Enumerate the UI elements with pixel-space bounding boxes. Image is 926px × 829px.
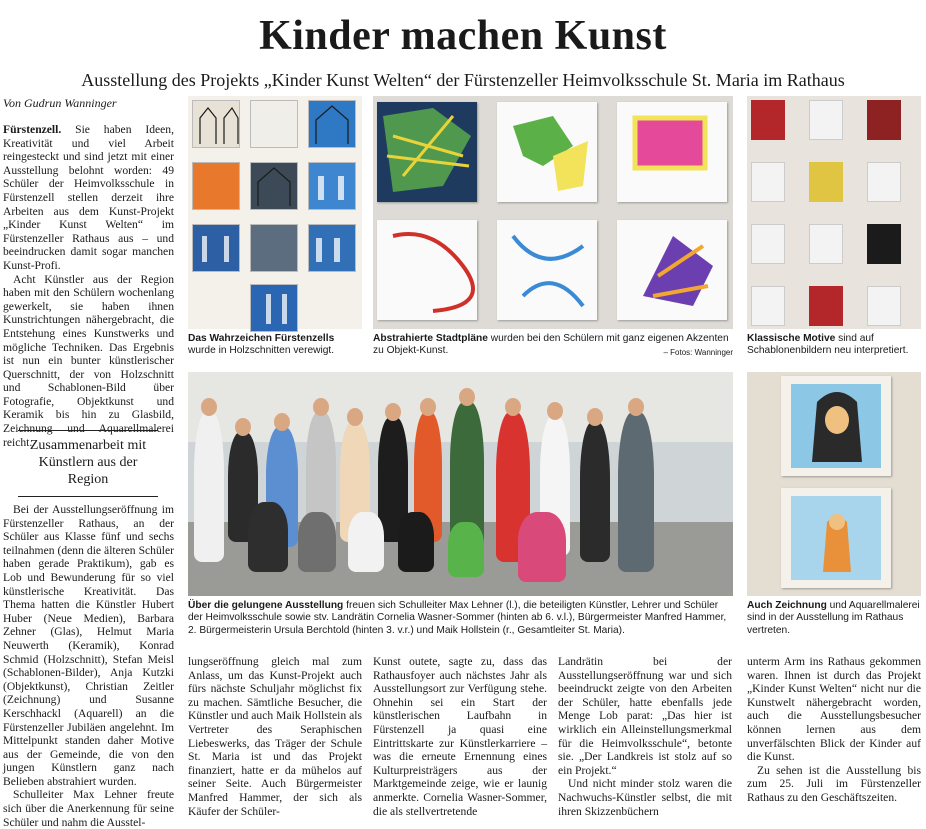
caption-lead: Das Wahrzeichen Fürstenzells: [188, 333, 335, 344]
paragraph: lungseröffnung gleich mal zum Anlass, um das Kunst-Projekt auch fürs nächste Schuljahr möglichst fix zu machen. Sämtliche Besucher, die Künstler und auch Maik Hollstein als Vertreter des Seraphischen Liebeswerks, das Träger der Schule St. Maria ist und das Projekt finanziert, hatte er da mühelos auf seiner Seite. Auch Bürgermeister Manfred Hammer, der sich als Käufer der Schüler-: [188, 655, 362, 818]
caption-lead: Über die gelungene Ausstellung: [188, 600, 344, 611]
article-column-2: [188, 655, 362, 826]
article-column-3: [373, 655, 547, 826]
article-subheadline: Ausstellung des Projekts „Kinder Kunst Welten“ der Fürstenzeller Heimvolksschule St. Maria im Rathaus: [81, 70, 845, 90]
photo-credit: – Fotos: Wanninger: [663, 348, 733, 358]
caption-text: sind auf Schablonenbildern neu interpretiert.: [747, 333, 909, 357]
paragraph: Acht Künstler aus der Region haben mit den Schülern wochenlang gewerkelt, sie haben ihnen Kunstrichtungen nähergebracht, die Entstehung eines Kunstwerks und mögliche Techniken. Das Ergebnis ist nun ein bunter künstlerischer Querschnitt, der von Holzschnitt und Schablonen-Bild über Fotografie, Objektkunst und Keramik bis hin zu Glasbild, Zeichnung und Aquarellmalerei reicht.: [3, 272, 174, 449]
article-byline: Von Gudrun Wanninger: [3, 96, 117, 110]
paragraph: Landrätin bei der Ausstellungseröffnung war und sich beeindruckt zeigte von den Arbeiten der Schüler, hatte ebenfalls jede Menge Lob parat: „Das hier ist wirklich ein Alleinstellungsmerkmal für die Heimvolksschule“, betonte sie. „Der Landkreis ist stolz auf so ein Projekt.“: [558, 655, 732, 777]
abstract-map-photo: [373, 96, 733, 329]
stencil-photo: [747, 96, 921, 329]
paragraph: Und nicht minder stolz waren die Nachwuchs-Künstler selbst, die mit ihren Skizzenbüchern: [558, 777, 732, 818]
caption-group: [188, 600, 733, 637]
article-column-5: [747, 655, 921, 826]
paragraph: unterm Arm ins Rathaus gekommen waren. Ihnen ist durch das Projekt „Kinder Kunst Welten“ nicht nur die Kunstwelt nähergebracht worden, auch die Ausstellungsbesucher können lernen aus dem unverfälschten Blick der Kinder auf die Kunst.: [747, 655, 921, 764]
paragraph: Kunst outete, sagte zu, dass das Rathausfoyer auch nächstes Jahr als Ausstellungsort zur Verfügung stehe. Ohnehin sei ein Start der künstlerischen Laufbahn in Fürstenzell ja quasi eine Eintrittskarte zur Künstlerkarriere – was die erneute Ernennung eines Kulturpreisträgers aus der Marktgemeinde zeige, wie er launig anmerkte. Cornelia Wasner-Sommer, die als stellvertretende: [373, 655, 547, 818]
caption-text: wurde in Holzschnitten verewigt.: [188, 345, 335, 357]
woodcut-photo: [188, 96, 362, 329]
paragraph: Sie haben Ideen, Kreativität und viel Arbeit reingesteckt und sind jetzt mit einer Ausstellung belohnt worden: 49 Schüler der Heimvolksschule in Fürstenzell stellen derzeit ihre Arbeiten aus dem Kunst-Projekt „Kinder Kunst Welten“ im Fürstenzeller Rathaus aus – und beeindrucken damit sogar manchen Kunst-Profi.: [3, 123, 174, 272]
article-column-4: [558, 655, 732, 826]
paragraph: Bei der Ausstellungseröffnung im Fürstenzeller Rathaus, an der Schüler aus Klasse fünf und sechs teilnahmen (denn die älteren Schüler haben gerade Praktikum), gab es Lob und Bewunderung für so viel künstlerische Kreativität. Das Thema hatten die Künstler Hubert Huber (Neue Medien), Barbara Zehner (Glas), Helmut Maria Neuwerth (Keramik), Konrad Schmid (Holzschnitt), Stefan Meisl (Schablonen-Bilder), Anja Kutzki (Objektkunst), Christian Zeitler (Zeichnung) und Susanne Kerschhackl (Aquarell) an die Fürstenzeller Jubiläen angelehnt. Im Mittelpunkt standen daher Motive aus der Gemeinde, die von den jungen Künstlern ganz nach Belieben abstrahiert wurden.: [3, 503, 174, 788]
caption-stencils: [747, 333, 921, 358]
article-column-1: [3, 123, 174, 449]
group-photo: [188, 372, 733, 596]
caption-text: freuen sich Schulleiter Max Lehner (l.), die beteiligten Künstler, Lehrer und Schüler der Heimvolksschule sowie stv. Landrätin Cornelia Wasner-Sommer (hinten ab 6. v.l.), Bürgermeister Manfred Hammer, 2. Bürgermeisterin Ursula Berchtold (hinten 3. v.r.) und Maik Hollstein (r., Gesamtleiter St. Maria).: [188, 600, 727, 636]
dateline: Fürstenzell.: [3, 123, 62, 136]
caption-lead: Auch Zeichnung: [747, 600, 827, 611]
drawing-photo: [747, 372, 921, 596]
caption-abstract-maps: [373, 333, 733, 360]
caption-drawings: [747, 600, 921, 637]
paragraph: Zu sehen ist die Ausstellung bis zum 25. Juli im Fürstenzeller Rathaus zu den Geschäftszeiten.: [747, 763, 921, 804]
caption-text: wurden bei den Schülern mit ganz eigenen Akzenten zu Objekt-Kunst.: [373, 333, 729, 357]
caption-lead: Klassische Motive: [747, 333, 836, 344]
caption-text: und Aquarellmalerei sind in der Ausstellung im Rathaus vertreten.: [747, 600, 920, 636]
article-column-1-continued: [3, 503, 174, 829]
section-subhead: Zusammenarbeit mit Künstlern aus der Region: [18, 430, 158, 497]
caption-lead: Abstrahierte Stadtpläne: [373, 333, 488, 344]
article-headline: Kinder machen Kunst: [259, 13, 667, 59]
paragraph: Schulleiter Max Lehner freute sich über die Anerkennung für seine Schüler und nahm die Ausstel-: [3, 788, 174, 829]
caption-woodcut: [188, 333, 362, 358]
